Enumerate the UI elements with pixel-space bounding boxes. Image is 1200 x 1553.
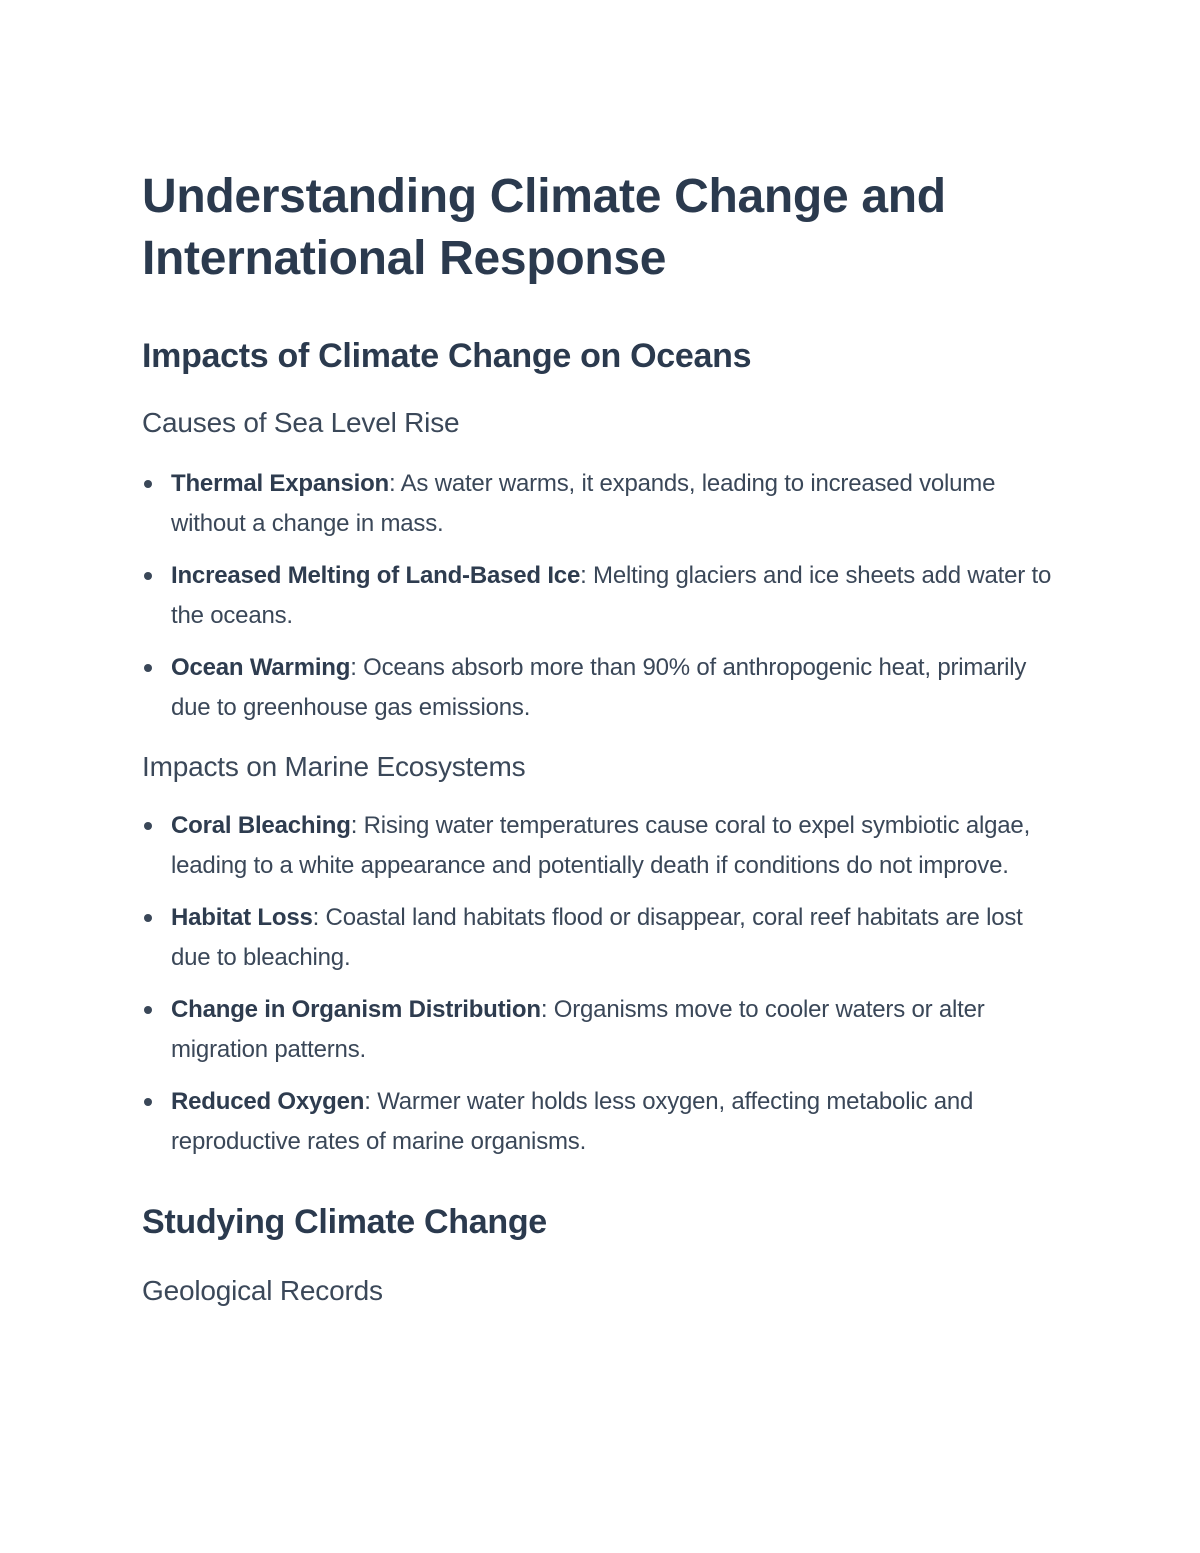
list-item [142,556,1062,636]
sea-level-causes-list [142,464,1062,728]
list-item [142,990,1062,1070]
list-item-term: Habitat Loss [171,904,313,931]
bullet-icon [144,664,152,672]
list-item-term: Reduced Oxygen [171,1088,365,1115]
list-item-term: Change in Organism Distribution [171,996,541,1023]
bullet-icon [144,1098,152,1106]
list-item-text: : Rising water temperatures cause coral to expel symbiotic algae, leading to a white appearance and potentially death if conditions do not improve. [171,812,1031,879]
list-item [142,648,1062,728]
list-item-term: Ocean Warming [171,654,351,681]
list-item [142,464,1062,544]
bullet-icon [144,480,152,488]
bullet-icon [144,822,152,830]
subsection-heading-geological-records: Geological Records [142,1275,383,1306]
bullet-icon [144,914,152,922]
list-item-text: : Organisms move to cooler waters or alter migration patterns. [171,996,985,1063]
list-item-text: : Melting glaciers and ice sheets add water to the oceans. [171,562,1052,629]
document-page [142,166,1062,1310]
list-item-text: : Oceans absorb more than 90% of anthropogenic heat, primarily due to greenhouse gas emissions. [171,654,1027,721]
bullet-icon [144,1006,152,1014]
list-item [142,1082,1062,1162]
subsection-heading-sea-level-rise: Causes of Sea Level Rise [142,407,460,438]
section-heading-oceans: Impacts of Climate Change on Oceans [142,337,752,375]
marine-impacts-list [142,806,1062,1162]
list-item-term: Increased Melting of Land-Based Ice [171,562,581,589]
list-item-term: Coral Bleaching [171,812,351,839]
document-title: Understanding Climate Change and International Response [142,170,946,285]
list-item-text: : Warmer water holds less oxygen, affecting metabolic and reproductive rates of marine organisms. [171,1088,974,1155]
list-item-text: : As water warms, it expands, leading to increased volume without a change in mass. [171,470,996,537]
list-item [142,898,1062,978]
list-item-term: Thermal Expansion [171,470,389,497]
subsection-heading-marine-ecosystems: Impacts on Marine Ecosystems [142,751,526,782]
bullet-icon [144,572,152,580]
list-item [142,806,1062,886]
list-item-text: : Coastal land habitats flood or disappear, coral reef habitats are lost due to bleaching. [171,904,1023,971]
section-heading-studying-climate-change: Studying Climate Change [142,1203,547,1241]
